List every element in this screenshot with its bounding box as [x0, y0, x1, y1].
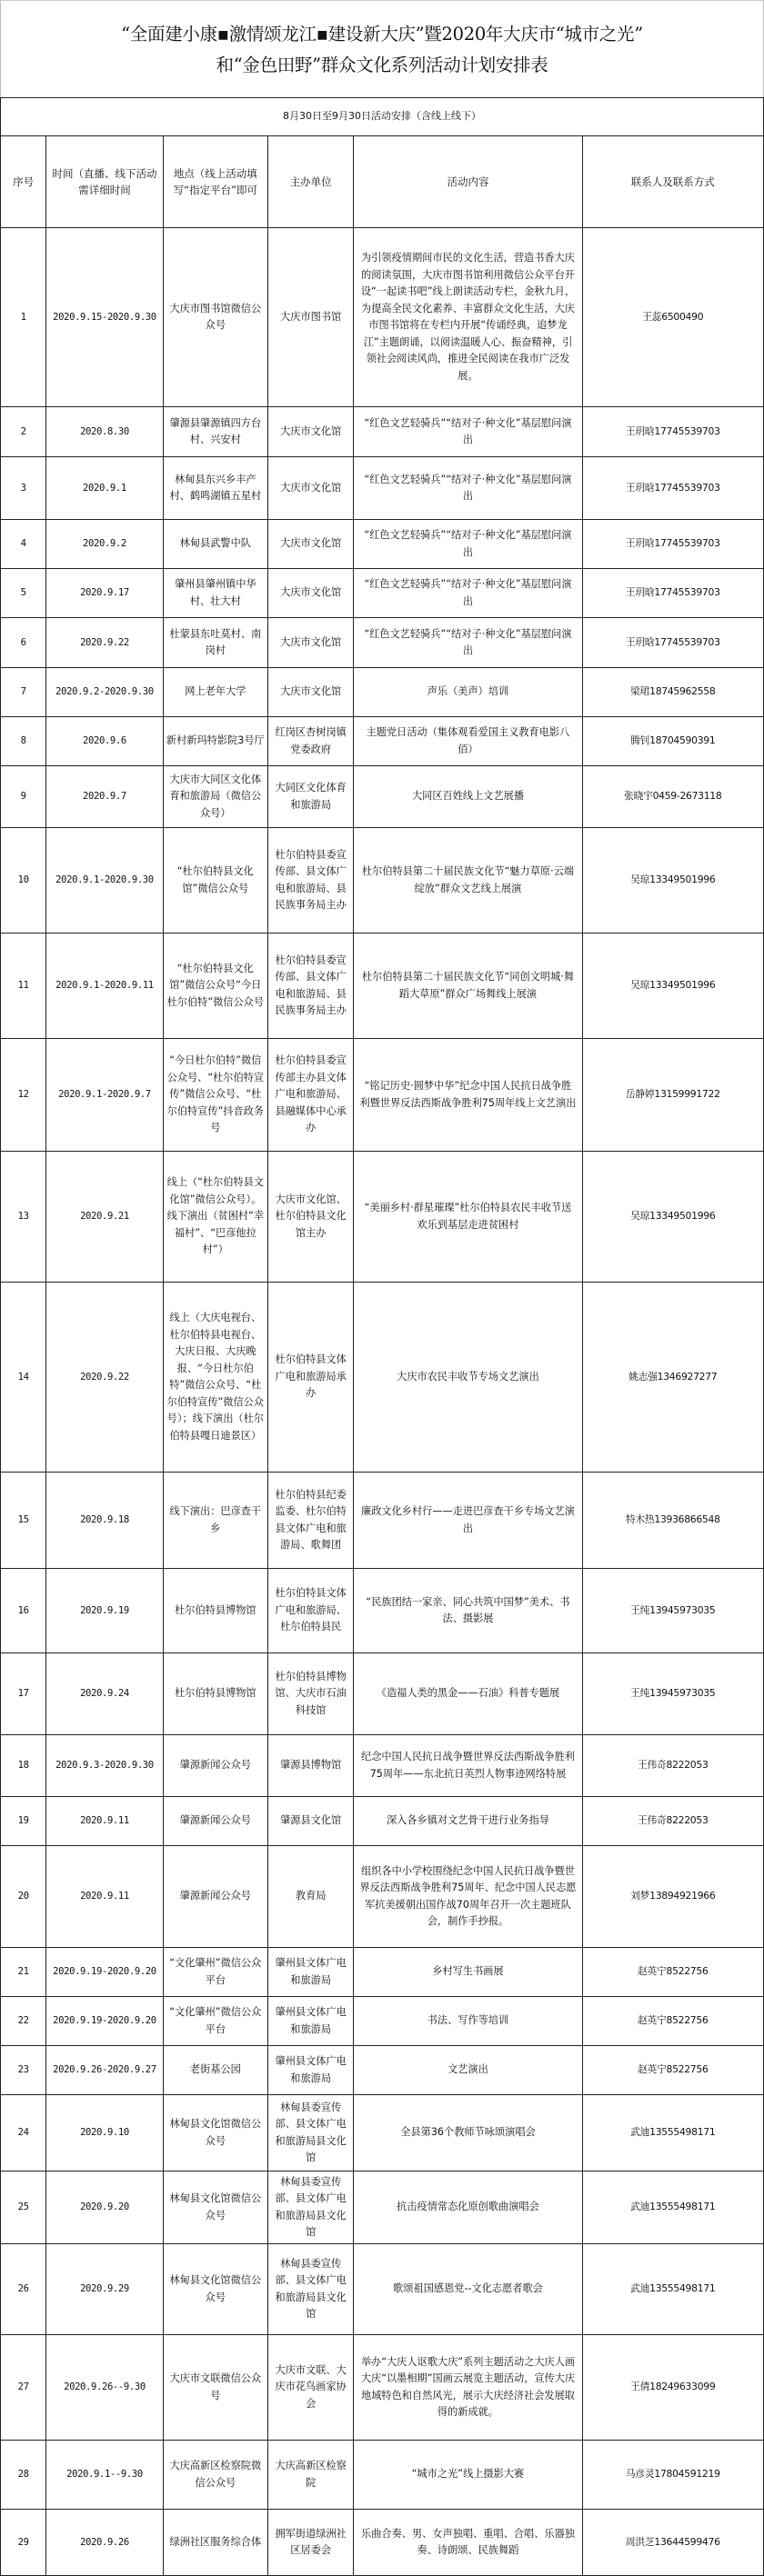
row-seq: 16	[1, 1569, 46, 1653]
row-contact: 刘梦13894921966	[582, 1846, 763, 1948]
row-contact: 武迪13555498171	[582, 2244, 763, 2335]
row-contact: 梁珺18745962558	[582, 668, 763, 717]
table-row	[1, 1997, 764, 2046]
row-contact: 王蕊6500490	[582, 228, 763, 407]
row-content: 纪念中国人民抗日战争暨世界反法西斯战争胜利75周年——东北抗日英烈人物事迹网络特展	[354, 1735, 582, 1797]
title-line-1: “全面建小康▪激情颂龙江▪建设新大庆”暨2020年大庆市“城市之光”	[121, 24, 643, 45]
row-content: 主题党日活动（集体观看爱国主义教育电影八佰）	[354, 717, 582, 766]
row-seq: 28	[1, 2441, 46, 2510]
table-subtitle-row	[1, 98, 764, 136]
row-content: “红色文艺轻骑兵”“结对子·种文化”基层慰问演出	[354, 407, 582, 457]
row-organizer: 拥军街道绿洲社区居委会	[267, 2510, 354, 2576]
row-content: 歌颂祖国感恩党--文化志愿者歌会	[354, 2244, 582, 2335]
row-content: 杜尔伯特县第二十届民族文化节“同创文明城·舞蹈大草原”群众广场舞线上展演	[354, 934, 582, 1039]
row-seq: 21	[1, 1948, 46, 1997]
row-organizer: 大庆市文化馆	[267, 618, 354, 668]
row-content: “红色文艺轻骑兵”“结对子·种文化”基层慰问演出	[354, 520, 582, 569]
row-time: 2020.9.11	[46, 1797, 164, 1846]
table-body	[1, 228, 764, 2576]
row-organizer: 大同区文化体育和旅游局	[267, 766, 354, 828]
row-contact: 周洪芝13644599476	[582, 2510, 763, 2576]
header-seq: 序号	[1, 136, 46, 228]
row-seq: 19	[1, 1797, 46, 1846]
row-seq: 22	[1, 1997, 46, 2046]
row-seq: 1	[1, 228, 46, 407]
row-content: 大同区百姓线上文艺展播	[354, 766, 582, 828]
title-line-2: 和“金色田野”群众文化系列活动计划安排表	[216, 55, 548, 75]
row-seq: 24	[1, 2095, 46, 2172]
row-seq: 5	[1, 569, 46, 618]
row-content: “红色文艺轻骑兵”“结对子·种文化”基层慰问演出	[354, 457, 582, 520]
row-location: 绿洲社区服务综合体	[163, 2510, 267, 2576]
row-time: 2020.9.6	[46, 717, 164, 766]
row-organizer: 林甸县委宣传部、县文体广电和旅游局县文化馆	[267, 2244, 354, 2335]
row-organizer: 杜尔伯特县委宣传部主办县文体广电和旅游局、县融媒体中心承办	[267, 1039, 354, 1152]
activity-schedule-table	[0, 97, 764, 2576]
row-location: 肇源新闻公众号	[163, 1846, 267, 1948]
row-location: 林甸县东兴乡丰产村、鹤鸣湖镇五星村	[163, 457, 267, 520]
row-organizer: 杜尔伯特县委宣传部、县文体广电和旅游局、县民族事务局主办	[267, 934, 354, 1039]
row-seq: 11	[1, 934, 46, 1039]
table-row	[1, 828, 764, 934]
row-contact: 王纯13945973035	[582, 1653, 763, 1735]
row-organizer: 肇州县文体广电和旅游局	[267, 1997, 354, 2046]
row-time: 2020.9.1-2020.9.30	[46, 828, 164, 934]
row-seq: 12	[1, 1039, 46, 1152]
row-content: 廉政文化乡村行——走进巴彦查干乡专场文艺演出	[354, 1473, 582, 1569]
table-row	[1, 717, 764, 766]
row-seq: 29	[1, 2510, 46, 2576]
row-content: “红色文艺轻骑兵”“结对子·种文化”基层慰问演出	[354, 618, 582, 668]
row-contact: 王玥晗17745539703	[582, 457, 763, 520]
row-content: 乡村写生书画展	[354, 1948, 582, 1997]
row-organizer: 杜尔伯特县博物馆、大庆市石油科技馆	[267, 1653, 354, 1735]
row-time: 2020.8.30	[46, 407, 164, 457]
table-row	[1, 1846, 764, 1948]
row-time: 2020.9.1-2020.9.11	[46, 934, 164, 1039]
table-row	[1, 934, 764, 1039]
row-location: 肇州县肇州镇中华村、壮大村	[163, 569, 267, 618]
row-location: 线上（大庆电视台、杜尔伯特县电视台、大庆日报、大庆晚报、“今日杜尔伯特”微信公众号、“杜尔伯特宣传”微信公众号）；线下演出（杜尔伯特县嘎日迪景区）	[163, 1283, 267, 1473]
table-row	[1, 1948, 764, 1997]
row-organizer: 杜尔伯特县委宣传部、县文体广电和旅游局、县民族事务局主办	[267, 828, 354, 934]
row-location: 肇源县肇源镇四方台村、兴安村	[163, 407, 267, 457]
row-location: “杜尔伯特县文化馆”微信公众号	[163, 828, 267, 934]
table-row	[1, 2095, 764, 2172]
row-content: 组织各中小学校围绕纪念中国人民抗日战争暨世界反法西斯战争胜利75周年、纪念中国人民志愿军抗美援朝出国作战70周年召开一次主题班队会，制作手抄报。	[354, 1846, 582, 1948]
row-organizer: 林甸县委宣传部、县文体广电和旅游局县文化馆	[267, 2172, 354, 2244]
table-row	[1, 1797, 764, 1846]
row-content: 举办“大庆人讴歌大庆”系列主题活动之大庆人画大庆“以墨相期”国画云展览主题活动，宣传大庆地域特色和自然风光，展示大庆经济社会发展取得的新成就。	[354, 2335, 582, 2441]
row-time: 2020.9.22	[46, 1283, 164, 1473]
document-title	[1, 1, 763, 97]
row-time: 2020.9.2-2020.9.30	[46, 668, 164, 717]
row-contact: 特木热13936866548	[582, 1473, 763, 1569]
row-content: “城市之光”线上摄影大赛	[354, 2441, 582, 2510]
row-time: 2020.9.7	[46, 766, 164, 828]
table-row	[1, 1039, 764, 1152]
row-content: “美丽乡村·群星璀璨”杜尔伯特县农民丰收节送欢乐到基层走进贫困村	[354, 1152, 582, 1283]
table-row	[1, 228, 764, 407]
row-time: 2020.9.19	[46, 1569, 164, 1653]
row-location: 杜尔伯特县博物馆	[163, 1569, 267, 1653]
row-content: 抗击疫情常态化原创歌曲演唱会	[354, 2172, 582, 2244]
row-location: 大庆市大同区文化体育和旅游局（微信公众号）	[163, 766, 267, 828]
row-content: “民族团结一家亲、同心共筑中国梦”美术、书法、摄影展	[354, 1569, 582, 1653]
row-location: 林甸县文化馆微信公众号	[163, 2095, 267, 2172]
row-contact: 武迪13555498171	[582, 2095, 763, 2172]
row-time: 2020.9.21	[46, 1152, 164, 1283]
row-organizer: 肇州县文体广电和旅游局	[267, 1948, 354, 1997]
row-time: 2020.9.17	[46, 569, 164, 618]
row-organizer: 杜尔伯特县文体广电和旅游局承办	[267, 1283, 354, 1473]
row-organizer: 肇源县博物馆	[267, 1735, 354, 1797]
header-organizer: 主办单位	[267, 136, 354, 228]
row-time: 2020.9.20	[46, 2172, 164, 2244]
row-location: 网上老年大学	[163, 668, 267, 717]
row-content: 为引领疫情期间市民的文化生活，营造书香大庆的阅读氛围，大庆市图书馆利用微信公众平台开设“一起读书吧”线上朗读活动专栏，金秋九月，为提高全民文化素养、丰富群众文化生活，大庆市图书馆将在专栏内开展“传诵经典，追梦龙江”主题朗诵，以阅读温暖人心、振奋精神，引领社会阅读风尚，推进全民阅读在我市广泛发展。	[354, 228, 582, 407]
table-row	[1, 1283, 764, 1473]
row-seq: 20	[1, 1846, 46, 1948]
row-content: 大庆市农民丰收节专场文艺演出	[354, 1283, 582, 1473]
row-location: 林甸县文化馆微信公众号	[163, 2244, 267, 2335]
row-contact: 吴琼13349501996	[582, 828, 763, 934]
row-contact: 王玥晗17745539703	[582, 407, 763, 457]
row-organizer: 教育局	[267, 1846, 354, 1948]
row-location: 新村新玛特影院3号厅	[163, 717, 267, 766]
row-time: 2020.9.10	[46, 2095, 164, 2172]
table-row	[1, 407, 764, 457]
row-organizer: 大庆市文化馆	[267, 668, 354, 717]
row-contact: 王倩18249633099	[582, 2335, 763, 2441]
table-row	[1, 1152, 764, 1283]
row-contact: 王伟奇8222053	[582, 1797, 763, 1846]
row-location: 大庆市图书馆微信公众号	[163, 228, 267, 407]
table-row	[1, 2510, 764, 2576]
table-row	[1, 1735, 764, 1797]
row-content: 乐曲合奏、男、女声独唱、重唱、合唱、乐器独奏、诗朗颂、民族舞蹈	[354, 2510, 582, 2576]
row-organizer: 肇源县文化馆	[267, 1797, 354, 1846]
table-row	[1, 2046, 764, 2095]
row-location: “杜尔伯特县文化馆”微信公众号“今日杜尔伯特”微信公众号	[163, 934, 267, 1039]
row-seq: 17	[1, 1653, 46, 1735]
row-location: “文化肇州”微信公众平台	[163, 1948, 267, 1997]
row-contact: 王玥晗17745539703	[582, 569, 763, 618]
row-seq: 26	[1, 2244, 46, 2335]
row-seq: 6	[1, 618, 46, 668]
row-location: 林甸县文化馆微信公众号	[163, 2172, 267, 2244]
row-seq: 13	[1, 1152, 46, 1283]
row-location: 大庆市文联微信公众号	[163, 2335, 267, 2441]
row-time: 2020.9.1-2020.9.7	[46, 1039, 164, 1152]
row-contact: 岳静婷13159991722	[582, 1039, 763, 1152]
row-organizer: 林甸县委宣传部、县文体广电和旅游局县文化馆	[267, 2095, 354, 2172]
row-time: 2020.9.26-2020.9.27	[46, 2046, 164, 2095]
row-organizer: 肇州县文体广电和旅游局	[267, 2046, 354, 2095]
row-time: 2020.9.19-2020.9.20	[46, 1997, 164, 2046]
row-content: 文艺演出	[354, 2046, 582, 2095]
header-content: 活动内容	[354, 136, 582, 228]
row-content: 深入各乡镇对文艺骨干进行业务指导	[354, 1797, 582, 1846]
table-row	[1, 520, 764, 569]
row-organizer: 大庆市文化馆	[267, 457, 354, 520]
table-row	[1, 457, 764, 520]
row-location: 线下演出：巴彦查干乡	[163, 1473, 267, 1569]
row-seq: 23	[1, 2046, 46, 2095]
row-location: “今日杜尔伯特”微信公众号、“杜尔伯特宣传”微信公众号、“杜尔伯特宣传”抖音政务号	[163, 1039, 267, 1152]
row-contact: 赵英宁8522756	[582, 2046, 763, 2095]
table-row	[1, 766, 764, 828]
row-seq: 9	[1, 766, 46, 828]
row-time: 2020.9.15-2020.9.30	[46, 228, 164, 407]
table-subtitle: 8月30日至9月30日活动安排（含线上线下）	[1, 98, 764, 136]
row-seq: 7	[1, 668, 46, 717]
table-row	[1, 618, 764, 668]
row-time: 2020.9.18	[46, 1473, 164, 1569]
row-organizer: 杜尔伯特县文体广电和旅游局、杜尔伯特县民	[267, 1569, 354, 1653]
row-organizer: 大庆市文化馆	[267, 407, 354, 457]
row-time: 2020.9.1--9.30	[46, 2441, 164, 2510]
row-organizer: 红岗区杏树岗镇党委政府	[267, 717, 354, 766]
row-seq: 27	[1, 2335, 46, 2441]
row-contact: 王玥晗17745539703	[582, 618, 763, 668]
row-organizer: 大庆市文化馆	[267, 569, 354, 618]
row-contact: 张晓宇0459-2673118	[582, 766, 763, 828]
row-seq: 8	[1, 717, 46, 766]
row-seq: 15	[1, 1473, 46, 1569]
row-location: 肇源新闻公众号	[163, 1735, 267, 1797]
row-content: 杜尔伯特县第二十届民族文化节“魅力草原·云端绽放”群众文艺线上展演	[354, 828, 582, 934]
row-seq: 3	[1, 457, 46, 520]
header-time: 时间（直播、线下活动需详细时间	[46, 136, 164, 228]
row-contact: 王纯13945973035	[582, 1569, 763, 1653]
table-row	[1, 2172, 764, 2244]
row-contact: 武迪13555498171	[582, 2172, 763, 2244]
row-content: 声乐（美声）培训	[354, 668, 582, 717]
row-content: 全县第36个教师节咏颂演唱会	[354, 2095, 582, 2172]
table-row	[1, 668, 764, 717]
row-location: 林甸县武警中队	[163, 520, 267, 569]
row-content: 《造福人类的黑金——石油》科普专题展	[354, 1653, 582, 1735]
row-seq: 18	[1, 1735, 46, 1797]
row-contact: 赵英宁8522756	[582, 1948, 763, 1997]
row-seq: 14	[1, 1283, 46, 1473]
row-time: 2020.9.19-2020.9.20	[46, 1948, 164, 1997]
row-time: 2020.9.3-2020.9.30	[46, 1735, 164, 1797]
row-location: “文化肇州”微信公众平台	[163, 1997, 267, 2046]
row-seq: 4	[1, 520, 46, 569]
row-contact: 王伟奇8222053	[582, 1735, 763, 1797]
row-location: 老街基公园	[163, 2046, 267, 2095]
row-organizer: 大庆市文联、大庆市花鸟画家协会	[267, 2335, 354, 2441]
row-location: 杜尔伯特县博物馆	[163, 1653, 267, 1735]
row-time: 2020.9.2	[46, 520, 164, 569]
row-time: 2020.9.26--9.30	[46, 2335, 164, 2441]
row-time: 2020.9.29	[46, 2244, 164, 2335]
table-row	[1, 2244, 764, 2335]
row-time: 2020.9.1	[46, 457, 164, 520]
row-contact: 姚志强1346927277	[582, 1283, 763, 1473]
row-content: “铭记历史·圆梦中华”纪念中国人民抗日战争胜利暨世界反法西斯战争胜利75周年线上文艺演出	[354, 1039, 582, 1152]
row-time: 2020.9.26	[46, 2510, 164, 2576]
row-organizer: 大庆市图书馆	[267, 228, 354, 407]
row-content: “红色文艺轻骑兵”“结对子·种文化”基层慰问演出	[354, 569, 582, 618]
row-time: 2020.9.22	[46, 618, 164, 668]
row-time: 2020.9.24	[46, 1653, 164, 1735]
table-row	[1, 2335, 764, 2441]
row-seq: 2	[1, 407, 46, 457]
row-location: 线上（“杜尔伯特县文化馆”微信公众号）。线下演出（贫困村“幸福村”、“巴彦他拉村”）	[163, 1152, 267, 1283]
row-contact: 王玥晗17745539703	[582, 520, 763, 569]
row-contact: 吴琼13349501996	[582, 1152, 763, 1283]
table-row	[1, 1473, 764, 1569]
row-location: 大庆高新区检察院微信公众号	[163, 2441, 267, 2510]
row-content: 书法、写作等培训	[354, 1997, 582, 2046]
row-organizer: 大庆市文化馆	[267, 520, 354, 569]
header-contact: 联系人及联系方式	[582, 136, 763, 228]
header-location: 地点（线上活动填写“指定平台”即可	[163, 136, 267, 228]
row-seq: 10	[1, 828, 46, 934]
row-organizer: 大庆高新区检察院	[267, 2441, 354, 2510]
table-row	[1, 1569, 764, 1653]
row-organizer: 大庆市文化馆、杜尔伯特县文化馆主办	[267, 1152, 354, 1283]
row-contact: 吴琼13349501996	[582, 934, 763, 1039]
row-location: 肇源新闻公众号	[163, 1797, 267, 1846]
table-row	[1, 569, 764, 618]
row-contact: 腾钊18704590391	[582, 717, 763, 766]
table-row	[1, 1653, 764, 1735]
row-seq: 25	[1, 2172, 46, 2244]
row-contact: 赵英宁8522756	[582, 1997, 763, 2046]
table-header-row	[1, 136, 764, 228]
table-row	[1, 2441, 764, 2510]
row-location: 杜蒙县东吐莫村、南岗村	[163, 618, 267, 668]
row-organizer: 杜尔伯特县纪委监委、杜尔伯特县文体广电和旅游局、歌舞团	[267, 1473, 354, 1569]
row-contact: 马彦灵17804591219	[582, 2441, 763, 2510]
row-time: 2020.9.11	[46, 1846, 164, 1948]
